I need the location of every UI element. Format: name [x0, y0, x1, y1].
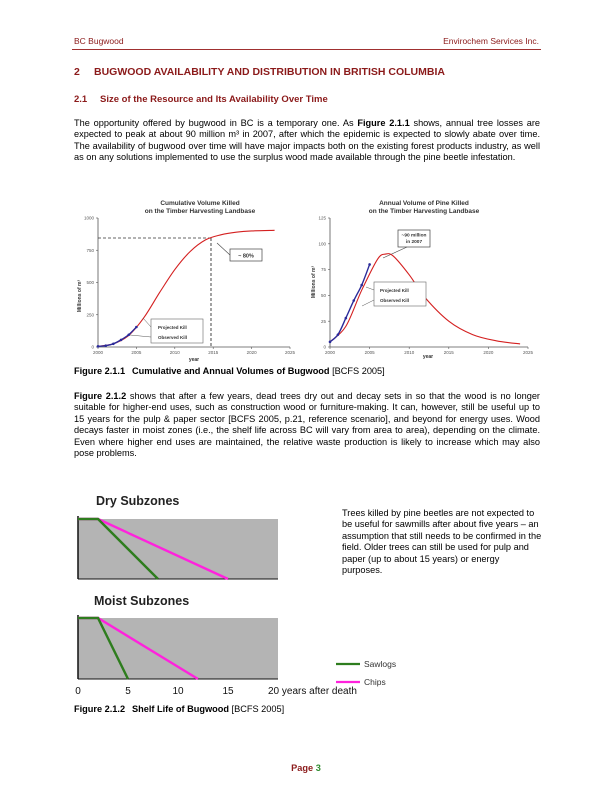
- subsection-number: 2.1: [74, 94, 88, 105]
- annual-observed-point-2: [345, 317, 348, 320]
- ninety-million-line1: ~90 million: [401, 233, 427, 239]
- left-legend-projected: Projected Kill: [158, 325, 187, 330]
- cumulative-chart-title: [145, 200, 256, 215]
- right-legend-leader-2: [362, 300, 374, 306]
- subsection-title: Size of the Resource and Its Availability Over Time: [100, 94, 328, 105]
- shelf-life-x-tick-label-2: 10: [172, 686, 184, 697]
- annual-observed-point-5: [368, 263, 371, 266]
- cumulative-observed-point-2: [112, 342, 115, 345]
- right-x-axis-label: year: [422, 354, 434, 360]
- para1-text-b: shows, annual tree losses are expected to peak at about 90 million m³ in 2007, after which the epidemic is expected to slowly abate over time. The availability of bugwood over time will have major impacts both on the existing forest products industry, as well as on any solutions implemented to use the surplus wood made available through the pine beetle infestation.: [74, 118, 540, 163]
- annual-volume-chart: [311, 200, 534, 360]
- figure-2-1-2-source: [BCFS 2005]: [231, 704, 285, 714]
- figure-2-1-1-caption: [74, 366, 385, 376]
- annual-x-tick-label-4: 2020: [483, 350, 494, 355]
- annual-observed-point-0: [329, 341, 332, 344]
- para2-text: shows that after a few years, dead trees dry out and decay sets in so that the wood is no longer suitable for higher-end uses, such as construction wood or furniture-making. It can, however, still be useful up to 15 years for the pulp & paper sector [BCFS 2005, p.21, reference scenario], and beyond for energy uses. Wood decays faster in moist zones (i.e., the shelf life across BC will vary from area to area), depending on the climate. Even where higher end uses are maintained, the relative waste production is likely to increase which may also pose problems.: [74, 391, 540, 459]
- section-title: BUGWOOD AVAILABILITY AND DISTRIBUTION IN BRITISH COLUMBIA: [94, 66, 445, 78]
- figure-2-1-2-caption: [74, 704, 284, 714]
- left-y-tick-labels: [84, 216, 98, 350]
- section-number: 2: [74, 66, 80, 78]
- figure-2-1-1-source: [BCFS 2005]: [332, 366, 385, 376]
- right-y-tick-labels: [318, 216, 330, 350]
- cumulative-x-tick-label-4: 2020: [246, 350, 257, 355]
- annual-observed-point-3: [352, 299, 355, 302]
- annual-x-tick-label-1: 2005: [364, 350, 375, 355]
- annual-x-tick-label-2: 2010: [404, 350, 415, 355]
- moist-panel-background: [78, 618, 278, 679]
- figure-2-1-2-label: Figure 2.1.2: [74, 704, 126, 714]
- ninety-million-arrow: [383, 247, 407, 258]
- cumulative-y-tick-label-3: 750: [86, 247, 94, 253]
- annual-y-tick-label-3: 75: [320, 267, 326, 273]
- annual-y-tick-label-4: 100: [318, 241, 326, 247]
- annual-observed-points: [329, 263, 371, 343]
- cumulative-y-tick-label-1: 250: [86, 312, 94, 318]
- running-header-left: BC Bugwood: [74, 36, 124, 46]
- intro-paragraph: [74, 118, 540, 164]
- shelf-life-x-tick-label-4: 20 years after death: [268, 686, 357, 697]
- shelf-life-x-tick-label-0: 0: [75, 686, 81, 697]
- page-footer: [0, 763, 612, 773]
- cumulative-x-tick-label-5: 2025: [284, 350, 296, 355]
- cumulative-observed-point-4: [127, 333, 130, 336]
- running-header-right: Envirochem Services Inc.: [443, 36, 539, 46]
- shelf-life-x-tick-labels: [75, 686, 357, 697]
- cumulative-y-tick-label-2: 500: [86, 280, 94, 286]
- cumulative-x-tick-label-2: 2010: [169, 350, 180, 355]
- annual-chart-title: [369, 200, 480, 215]
- annual-observed-point-4: [360, 284, 363, 287]
- annual-x-tick-label-0: 2000: [324, 350, 336, 355]
- cumulative-chart-title-line1: Cumulative Volume Killed: [160, 200, 240, 207]
- cumulative-x-tick-label-1: 2005: [131, 350, 142, 355]
- moist-subzones-title: Moist Subzones: [94, 594, 190, 608]
- annual-y-tick-label-2: 50: [320, 293, 326, 298]
- left-y-axis-label: Millions of m³: [77, 279, 83, 313]
- figure-2-1-1: [72, 196, 542, 362]
- left-legend-leader-2: [130, 335, 151, 337]
- annual-y-tick-label-5: 125: [318, 215, 326, 221]
- figure-2-1-1-label: Figure 2.1.1: [74, 366, 126, 376]
- cumulative-observed-point-3: [120, 339, 123, 342]
- annual-y-tick-label-1: 25: [320, 318, 326, 324]
- shelf-life-x-tick-label-3: 15: [222, 686, 234, 697]
- page-label: Page: [291, 763, 316, 773]
- cumulative-observed-point-5: [135, 326, 138, 329]
- page-number: 3: [315, 763, 321, 773]
- annual-x-tick-label-3: 2015: [443, 350, 454, 355]
- dry-subzones-title: Dry Subzones: [96, 494, 180, 508]
- cumulative-y-tick-label-0: 0: [91, 344, 94, 350]
- figure-2-1-2-title: Shelf Life of Bugwood: [132, 704, 229, 714]
- annual-x-tick-label-5: 2025: [522, 350, 534, 355]
- annual-chart-title-line1: Annual Volume of Pine Killed: [379, 200, 469, 207]
- left-legend-observed: Observed Kill: [158, 335, 188, 340]
- cumulative-x-tick-label-3: 2015: [208, 350, 219, 355]
- left-x-axis-label: year: [188, 357, 200, 362]
- annual-y-tick-label-0: 0: [323, 344, 326, 350]
- cumulative-observed-point-0: [97, 345, 100, 348]
- figure-2-1-1-reference: Figure 2.1.1: [357, 118, 410, 128]
- right-y-axis-label: Millions of m³: [311, 265, 317, 299]
- shelf-life-x-tick-label-1: 5: [125, 686, 131, 697]
- section-heading: [74, 66, 445, 78]
- cumulative-observed-point-1: [104, 344, 107, 347]
- shelf-life-paragraph: [74, 391, 540, 459]
- right-legend-projected: Projected Kill: [380, 288, 409, 293]
- figure-2-1-2-reference: Figure 2.1.2: [74, 391, 127, 401]
- legend-sawlogs-label: Sawlogs: [364, 659, 397, 669]
- legend-chips-label: Chips: [364, 677, 386, 687]
- ninety-million-line2: in 2007: [405, 240, 423, 245]
- header-rule: [72, 49, 541, 50]
- eighty-percent-arrow: [217, 243, 230, 255]
- cumulative-chart-title-line2: on the Timber Harvesting Landbase: [144, 208, 256, 215]
- left-legend-leader-1: [143, 318, 151, 327]
- annual-chart-title-line2: on the Timber Harvesting Landbase: [368, 208, 480, 215]
- cumulative-volume-chart: [77, 200, 296, 362]
- annual-observed-line: [330, 264, 370, 341]
- eighty-percent-annotation: ~ 80%: [238, 253, 254, 260]
- right-legend-observed: Observed Kill: [380, 298, 410, 303]
- left-x-tick-labels: [91, 344, 296, 355]
- cumulative-x-tick-label-0: 2000: [92, 350, 104, 355]
- right-legend-leader-1: [366, 287, 374, 290]
- cumulative-observed-points: [97, 326, 138, 348]
- subsection-heading: [74, 94, 328, 105]
- cumulative-y-tick-label-4: 1000: [83, 215, 94, 221]
- figure-2-1-1-title: Cumulative and Annual Volumes of Bugwood: [132, 366, 330, 376]
- cumulative-observed-line: [98, 327, 136, 346]
- annual-observed-point-1: [337, 333, 340, 336]
- para1-text-a: The opportunity offered by bugwood in BC is a temporary one. As: [74, 118, 358, 128]
- figure-2-1-2-sidebar-text: Trees killed by pine beetles are not expected to be useful for sawmills after about five years – an assumption that still needs to be confirmed in the field. Older trees can still be used for pulp and paper (up to about 15 years) or energy purposes.: [342, 508, 542, 576]
